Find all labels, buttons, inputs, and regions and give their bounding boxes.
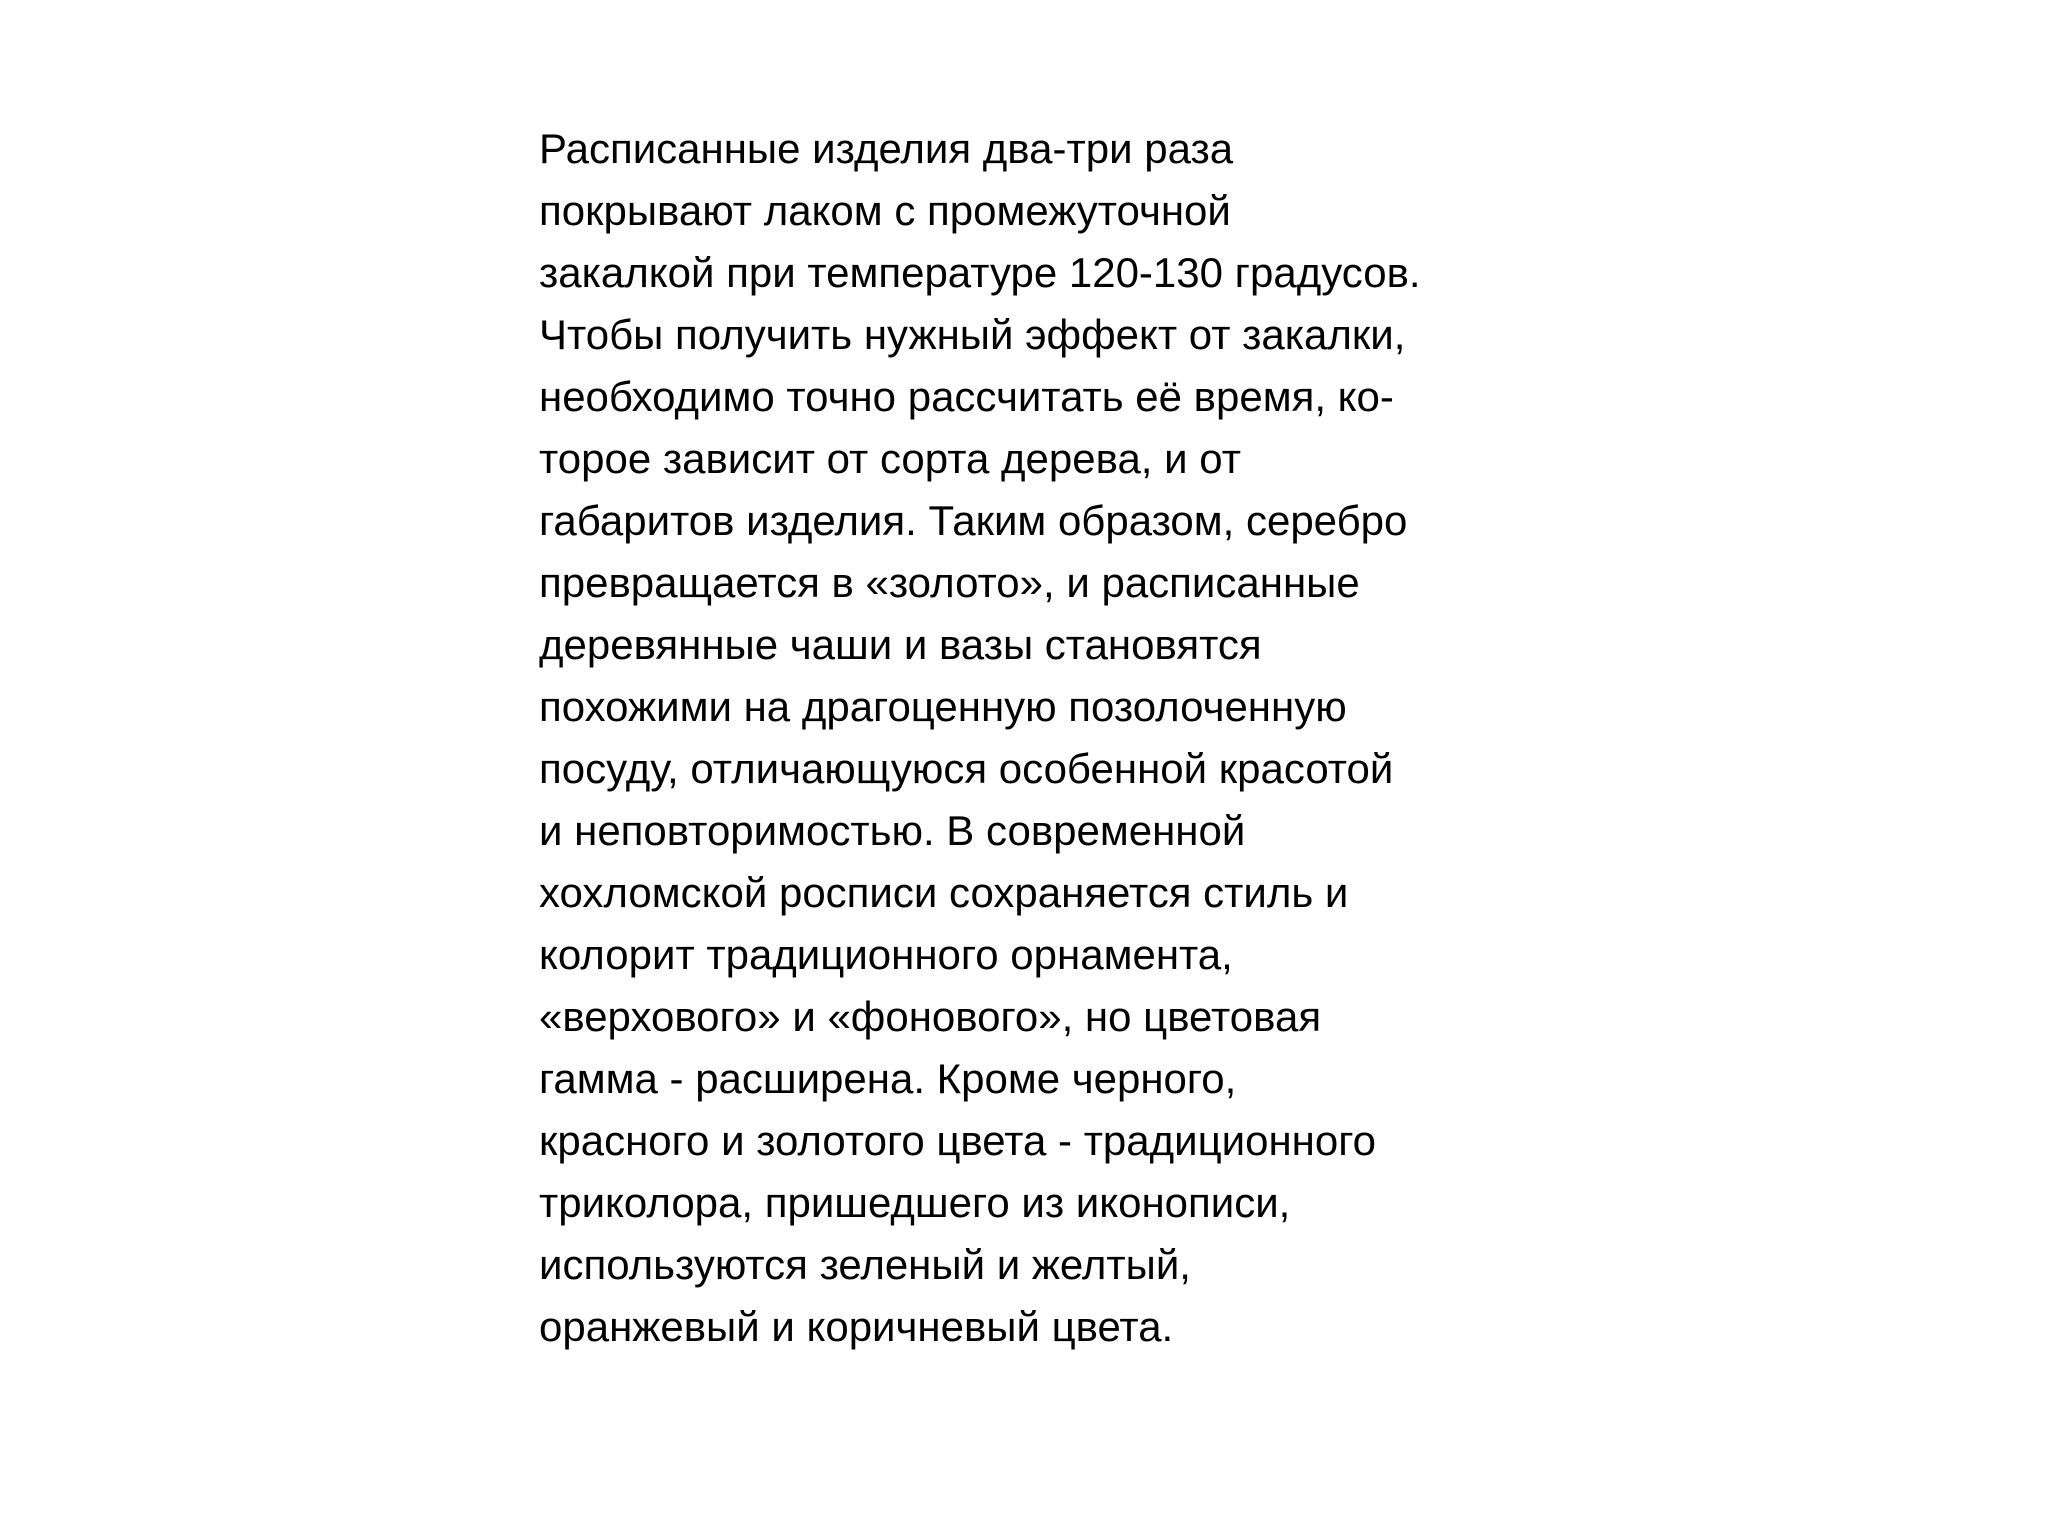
text-line: необходимо точно рассчитать её время, ко- xyxy=(539,373,1394,420)
text-line: хохломской росписи сохраняется стиль и xyxy=(539,869,1349,916)
text-line: покрывают лаком с промежуточной xyxy=(539,187,1231,234)
text-line: посуду, отличающуюся особенной красотой xyxy=(539,745,1394,792)
text-line: превращается в «золото», и расписанные xyxy=(539,559,1360,606)
text-line: используются зеленый и желтый, xyxy=(539,1241,1191,1288)
text-line: торое зависит от сорта дерева, и от xyxy=(539,435,1241,482)
text-line: и неповторимостью. В современной xyxy=(539,807,1246,854)
text-line: триколора, пришедшего из иконописи, xyxy=(539,1179,1291,1226)
text-line: деревянные чаши и вазы становятся xyxy=(539,621,1262,668)
body-text xyxy=(539,118,1639,1358)
text-line: закалкой при температуре 120-130 градусов. xyxy=(539,249,1421,296)
text-line: оранжевый и коричневый цвета. xyxy=(539,1303,1174,1350)
text-line: габаритов изделия. Таким образом, серебро xyxy=(539,497,1408,544)
text-line: Расписанные изделия два-три раза xyxy=(539,125,1234,172)
text-line: похожими на драгоценную позолоченную xyxy=(539,683,1347,730)
text-line: гамма - расширена. Кроме черного, xyxy=(539,1055,1237,1102)
text-line: «верхового» и «фонового», но цветовая xyxy=(539,993,1322,1040)
text-line: колорит традиционного орнамента, xyxy=(539,931,1233,978)
text-line: Чтобы получить нужный эффект от закалки, xyxy=(539,311,1406,358)
text-line: красного и золотого цвета - традиционного xyxy=(539,1117,1376,1164)
